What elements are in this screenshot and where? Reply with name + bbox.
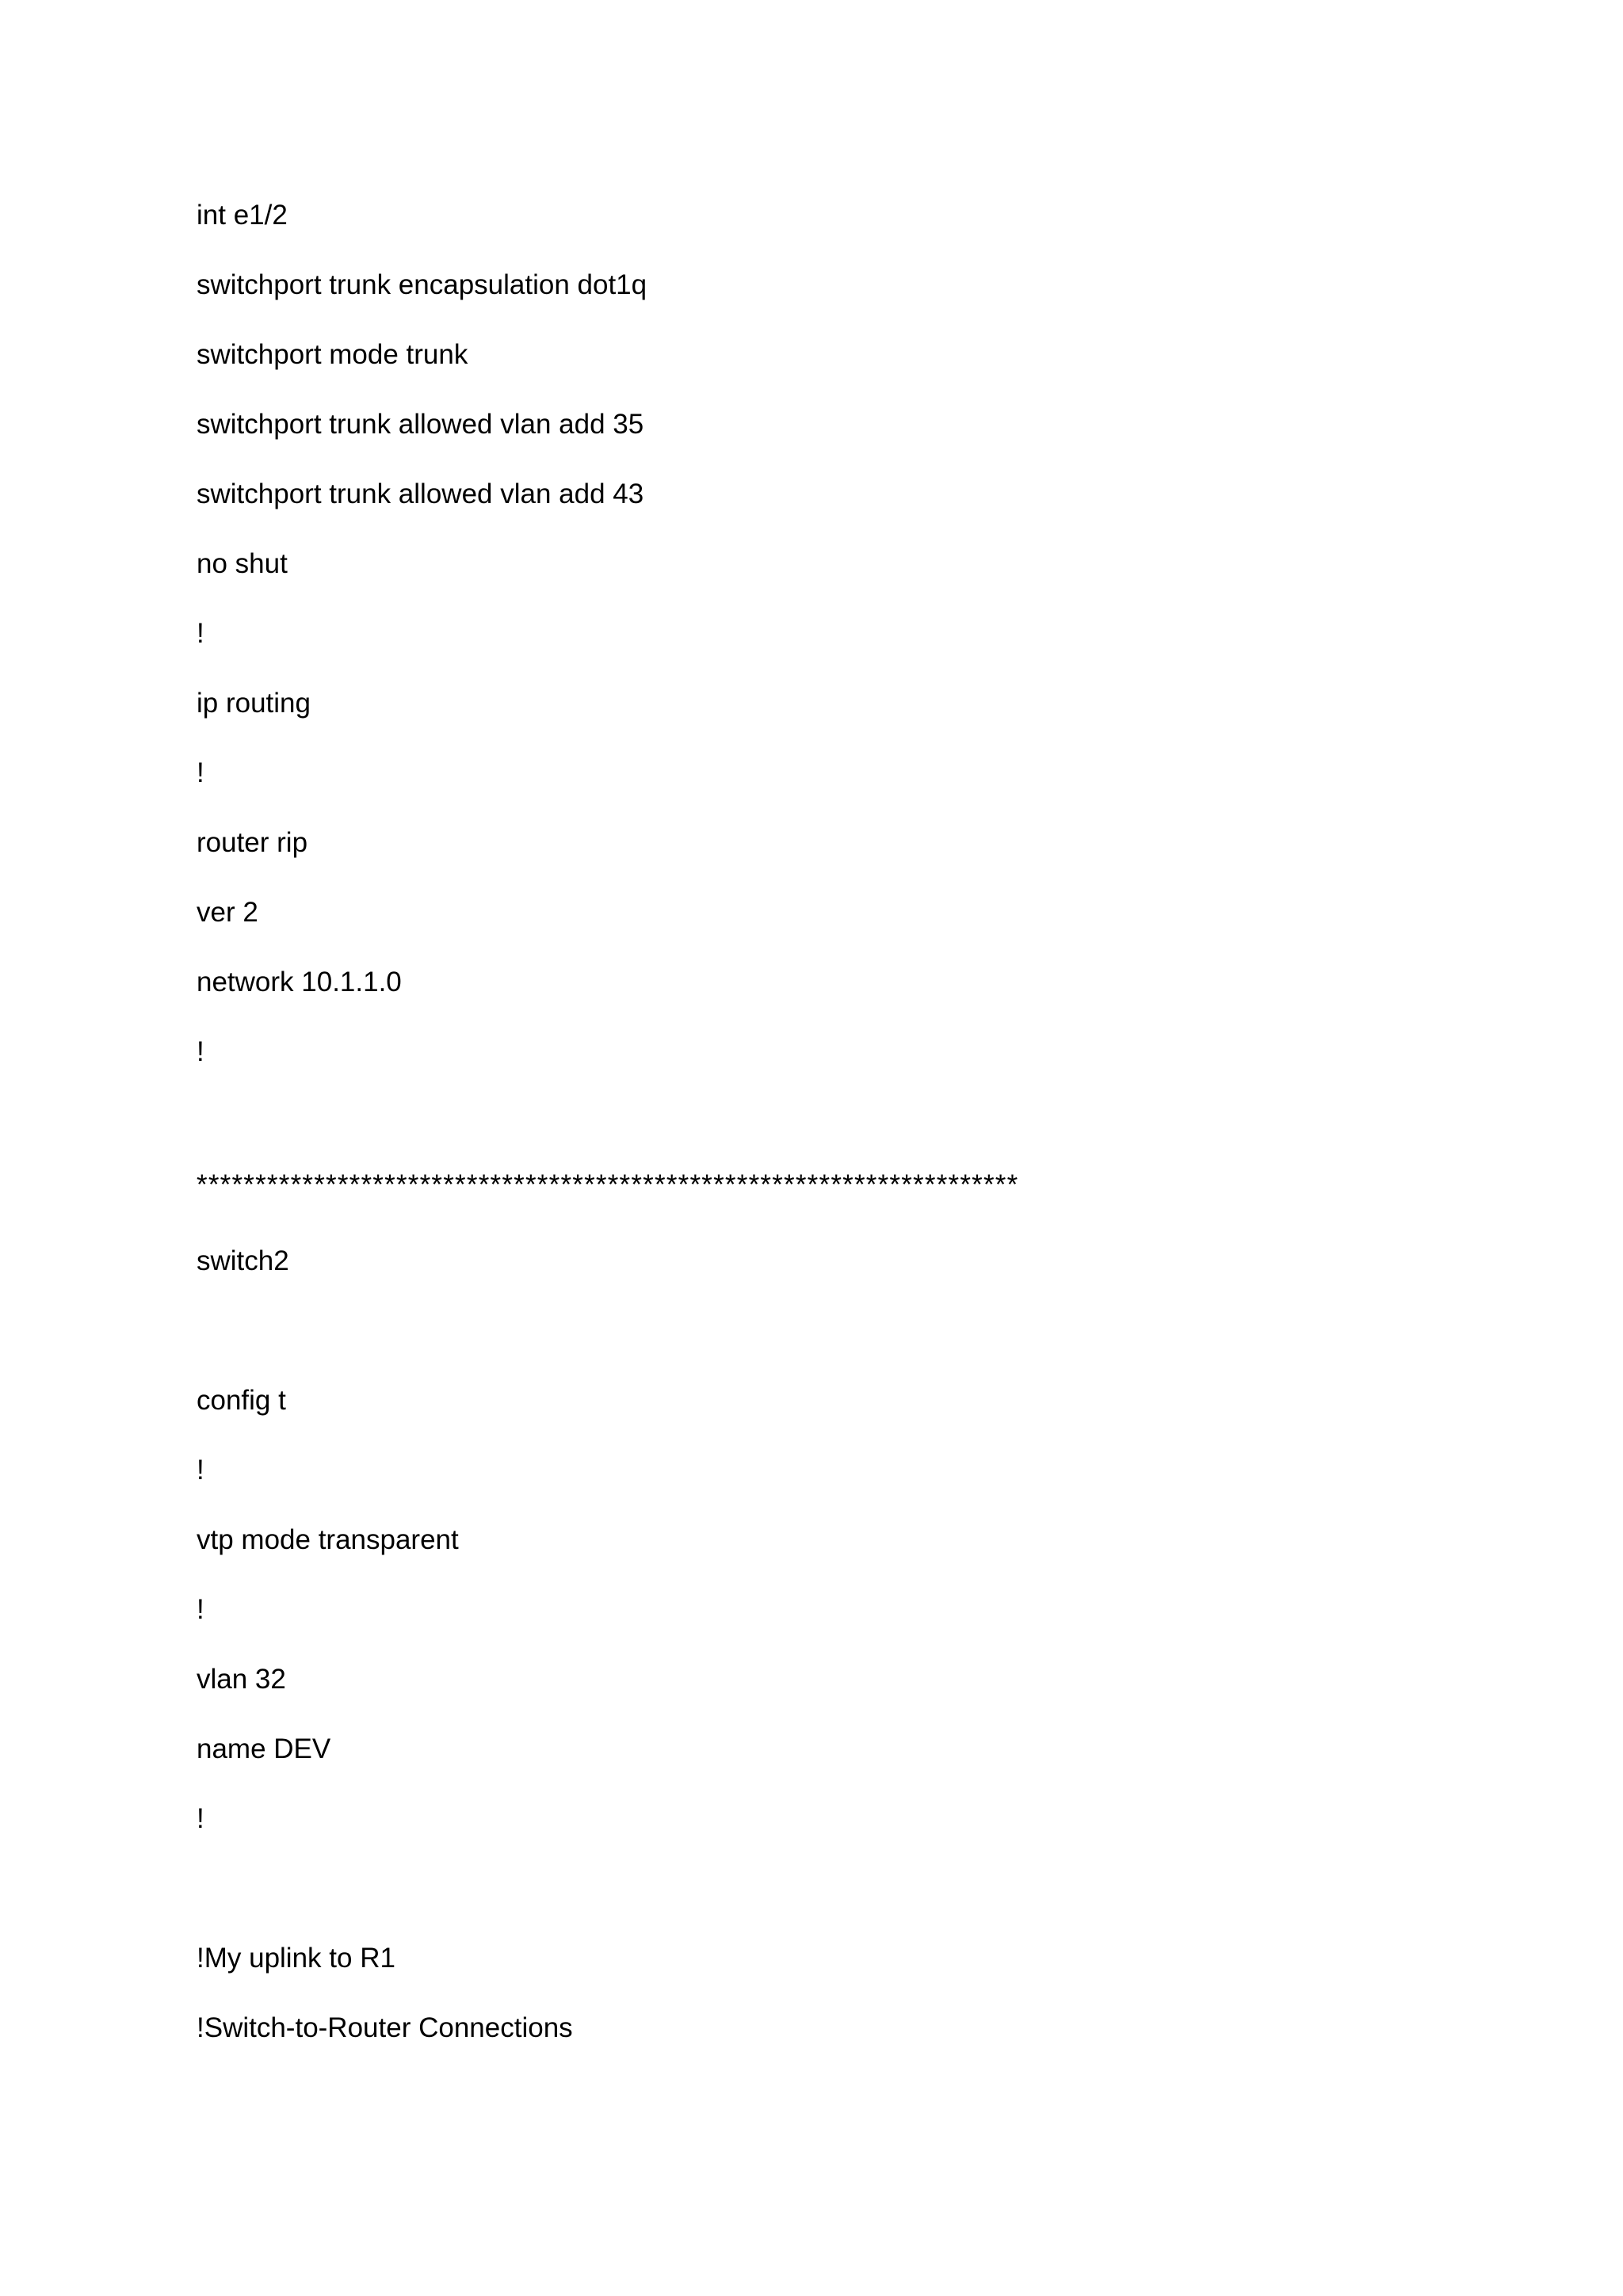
config-line: config t <box>197 1385 286 1416</box>
config-line: ! <box>197 757 204 788</box>
config-line: ! <box>197 1455 204 1486</box>
config-line: network 10.1.1.0 <box>197 967 402 997</box>
config-line: name DEV <box>197 1733 331 1764</box>
config-line: switchport trunk allowed vlan add 35 <box>197 409 644 440</box>
config-line: ver 2 <box>197 897 258 928</box>
config-line: no shut <box>197 548 288 579</box>
config-line: router rip <box>197 827 308 858</box>
config-line: int e1/2 <box>197 200 288 231</box>
config-line: switchport trunk allowed vlan add 43 <box>197 479 644 509</box>
config-line: vtp mode transparent <box>197 1524 459 1555</box>
comment-line: !Switch-to-Router Connections <box>197 2012 573 2043</box>
section-heading: switch2 <box>197 1245 289 1276</box>
config-line: ! <box>197 1036 204 1067</box>
config-line: ! <box>197 1594 204 1625</box>
config-line: vlan 32 <box>197 1664 286 1695</box>
config-line: ! <box>197 1803 204 1834</box>
config-line: ip routing <box>197 688 311 719</box>
separator-line: ********************************************************************** <box>197 1169 1019 1200</box>
config-line: switchport trunk encapsulation dot1q <box>197 269 647 300</box>
config-line: switchport mode trunk <box>197 339 468 370</box>
comment-line: !My uplink to R1 <box>197 1943 395 1974</box>
config-line: ! <box>197 618 204 649</box>
